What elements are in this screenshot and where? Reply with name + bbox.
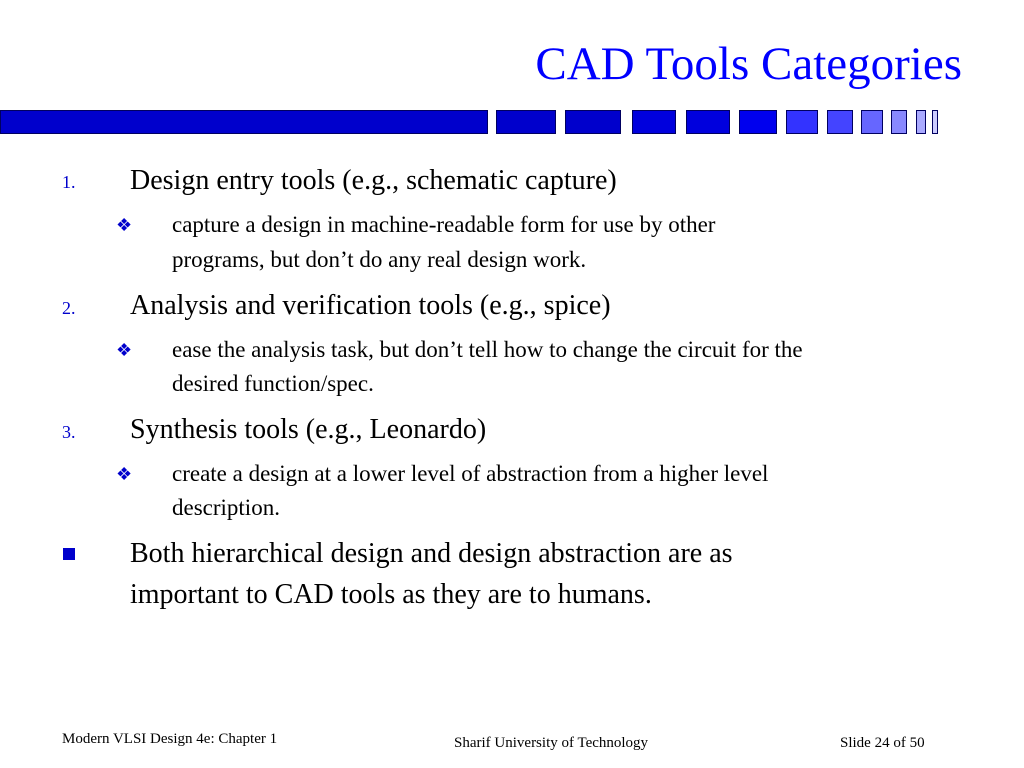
bar-block (827, 110, 853, 134)
sub-point-line: description. (172, 495, 280, 520)
decorative-bar (0, 110, 1024, 136)
bar-block (496, 110, 556, 134)
footer-institution: Sharif University of Technology (454, 735, 649, 751)
bar-block (916, 110, 926, 134)
summary-point-line: Both hierarchical design and design abstraction are as (130, 538, 733, 569)
footer-course: Modern VLSI Design 4e: Chapter 1 (62, 731, 278, 747)
diamond-bullet-icon: ❖ (116, 464, 133, 484)
sub-point-line: ease the analysis task, but don’t tell how to change the circuit for the (172, 337, 803, 362)
bar-block-long (0, 110, 488, 134)
diamond-bullet-icon: ❖ (116, 215, 133, 235)
bar-block (686, 110, 730, 134)
bar-block (739, 110, 777, 134)
slide-title: CAD Tools Categories (535, 38, 962, 90)
item-heading: Design entry tools (e.g., schematic capture) (130, 165, 617, 196)
bar-block (632, 110, 676, 134)
square-bullet-icon (63, 548, 75, 560)
bar-block (786, 110, 818, 134)
bar-block (891, 110, 907, 134)
sub-point-line: desired function/spec. (172, 371, 374, 396)
bar-block (861, 110, 883, 134)
sub-point-line: create a design at a lower level of abstraction from a higher level (172, 461, 769, 486)
bar-block (932, 110, 938, 134)
item-number: 2. (62, 298, 76, 318)
bar-block (565, 110, 621, 134)
summary-point-line: important to CAD tools as they are to humans. (130, 579, 652, 610)
item-heading: Synthesis tools (e.g., Leonardo) (130, 414, 487, 445)
item-heading: Analysis and verification tools (e.g., spice) (130, 290, 611, 321)
diamond-bullet-icon: ❖ (116, 340, 133, 360)
item-number: 1. (62, 172, 76, 192)
sub-point-line: programs, but don’t do any real design work. (172, 247, 587, 272)
footer-slide-number: Slide 24 of 50 (840, 735, 925, 751)
sub-point-line: capture a design in machine-readable form for use by other (172, 212, 716, 237)
item-number: 3. (62, 422, 76, 442)
